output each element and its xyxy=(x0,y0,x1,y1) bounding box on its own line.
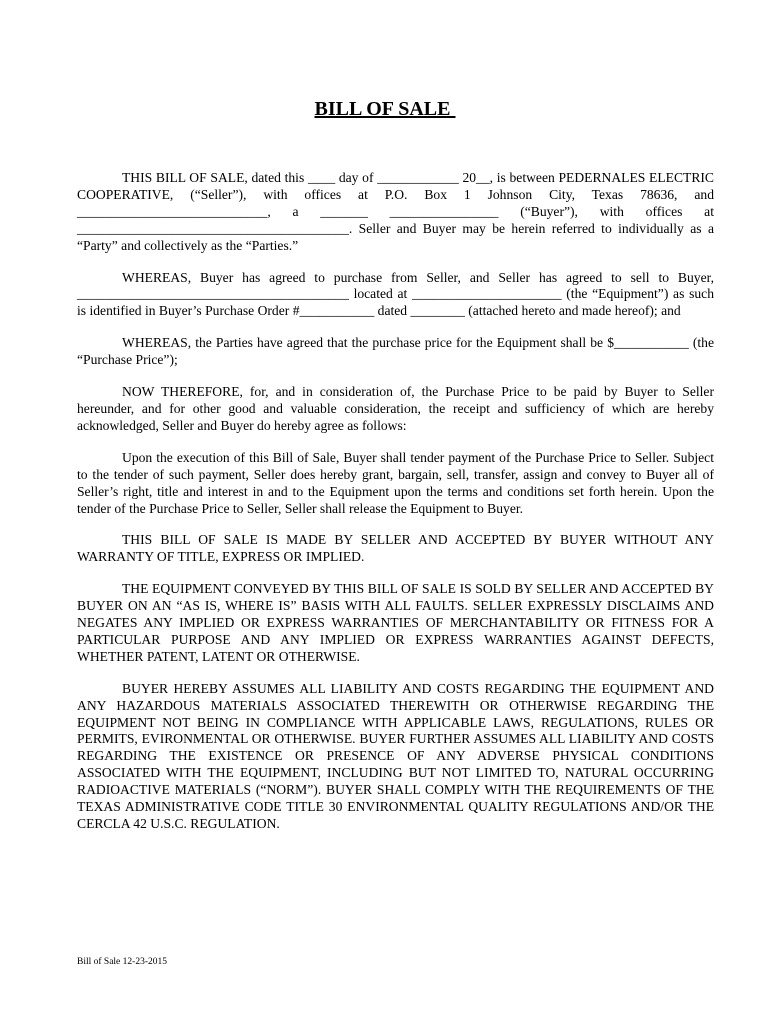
paragraph-whereas-price: WHEREAS, the Parties have agreed that the purchase price for the Equipment shall be $___________ (the “Purchase Price”); xyxy=(77,335,714,368)
paragraph-payment-terms: Upon the execution of this Bill of Sale, Buyer shall tender payment of the Purchase Price to Seller. Subject to the tender of such payment, Seller does hereby grant, bargain, sell, transfer, assign and convey to Buyer all of Seller’s right, title and interest in and to the Equipment upon the terms and conditions set forth herein. Upon the tender of the Purchase Price to Seller, Seller shall release the Equipment to Buyer. xyxy=(77,449,714,516)
document-footer: Bill of Sale 12-23-2015 xyxy=(77,957,167,967)
paragraph-liability: BUYER HEREBY ASSUMES ALL LIABILITY AND COSTS REGARDING THE EQUIPMENT AND ANY HAZARDOUS MATERIALS ASSOCIATED THEREWITH OR OTHERWISE REGARDING THE EQUIPMENT NOT BEING IN COMPLIANCE WITH APPLICABLE LAWS, REGULATIONS, RULES OR PERMITS, EVIRONMENTAL OR OTHERWISE. BUYER FURTHER ASSUMES ALL LIABILITY AND COSTS REGARDING THE EXISTENCE OR PRESENCE OF ANY ADVERSE PHYSICAL CONDITIONS ASSOCIATED WITH THE EQUIPMENT, INCLUDING BUT NOT LIMITED TO, NATURAL OCCURRING RADIOACTIVE MATERIALS (“NORM”). BUYER SHALL COMPLY WITH THE REQUIREMENTS OF THE TEXAS ADMINISTRATIVE CODE TITLE 30 ENVIRONMENTAL QUALITY REGULATIONS AND/OR THE CERCLA 42 U.S.C. REGULATION. xyxy=(77,680,714,831)
document-body xyxy=(77,170,714,848)
paragraph-as-is: THE EQUIPMENT CONVEYED BY THIS BILL OF SALE IS SOLD BY SELLER AND ACCEPTED BY BUYER ON AN “AS IS, WHERE IS” BASIS WITH ALL FAULTS. SELLER EXPRESSLY DISCLAIMS AND NEGATES ANY IMPLIED OR EXPRESS WARRANTIES OF MERCHANTABILITY OR FITNESS FOR A PARTICULAR PURPOSE AND ANY IMPLIED OR EXPRESS WARRANTIES AGAINST DEFECTS, WHETHER PATENT, LATENT OR OTHERWISE. xyxy=(77,581,714,664)
paragraph-no-warranty-title: THIS BILL OF SALE IS MADE BY SELLER AND ACCEPTED BY BUYER WITHOUT ANY WARRANTY OF TITLE, EXPRESS OR IMPLIED. xyxy=(77,532,714,565)
document-title: BILL OF SALE xyxy=(314,98,456,120)
paragraph-parties: THIS BILL OF SALE, dated this ____ day of ____________ 20__, is between PEDERNALES ELECTRIC COOPERATIVE, (“Seller”), with offices at P.O. Box 1 Johnson City, Texas 78636, and ____________________________, a _______ ________________ (“Buyer”), with offices at ________________________________________. Seller and Buyer may be herein referred to individually as a “Party” and collectively as the “Parties.” xyxy=(77,170,714,253)
paragraph-now-therefore: NOW THEREFORE, for, and in consideration of, the Purchase Price to be paid by Buyer to Seller hereunder, and for other good and valuable consideration, the receipt and sufficiency of which are hereby acknowledged, Seller and Buyer do hereby agree as follows: xyxy=(77,384,714,433)
paragraph-whereas-purchase: WHEREAS, Buyer has agreed to purchase from Seller, and Seller has agreed to sell to Buyer, ________________________________________ located at ______________________ (the “Equipment”) as such is identified in Buyer’s Purchase Order #___________ dated ________ (attached hereto and made hereof); and xyxy=(77,269,714,319)
